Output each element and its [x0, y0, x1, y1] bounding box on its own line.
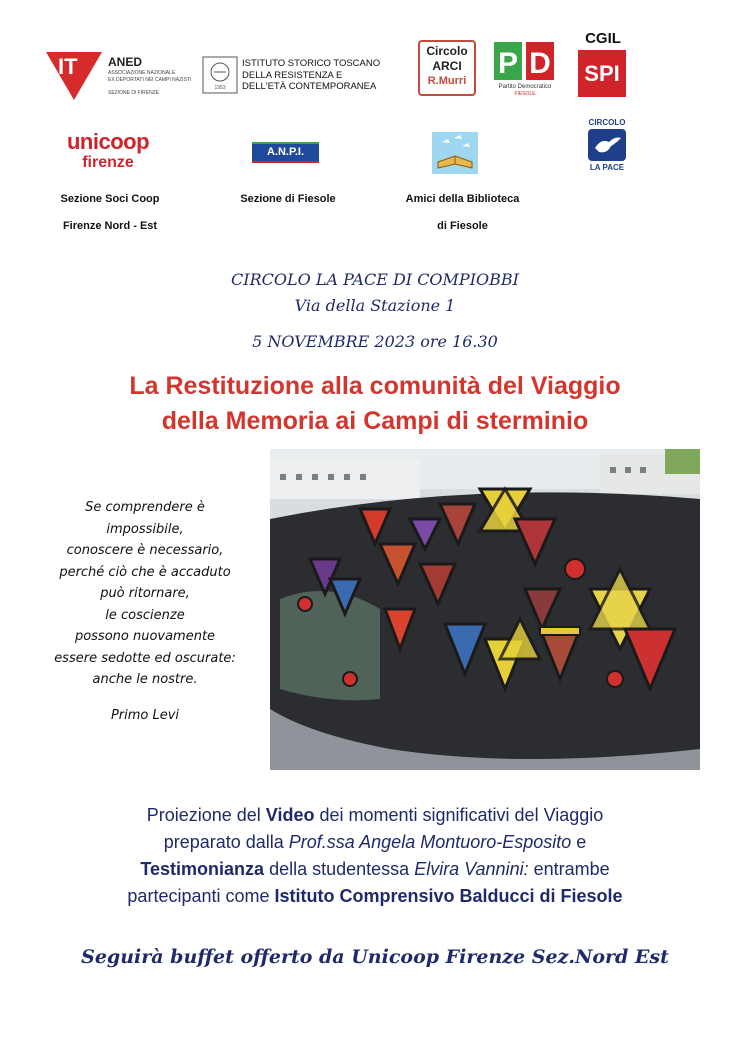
circolo-pace-bottom: LA PACE: [589, 163, 625, 172]
aned-name: ANED: [108, 55, 143, 69]
unicoop-line2: firenze: [82, 154, 134, 171]
istituto-line1: ISTITUTO STORICO TOSCANO: [242, 58, 381, 69]
desc-text: partecipanti come: [127, 886, 275, 906]
anpi-mark: A.N.P.I.: [266, 146, 305, 158]
arci-line2: ARCI: [432, 59, 462, 73]
primo-levi-quote: [40, 497, 250, 726]
desc-professor: Prof.ssa Angela Montuoro-Esposito: [288, 832, 572, 852]
desc-video: Video: [265, 805, 315, 825]
arci-line3: R.Murri: [427, 75, 467, 87]
unicoop-logo: [56, 130, 160, 174]
svg-text:D: D: [529, 47, 551, 80]
desc-text: Proiezione del: [146, 805, 266, 825]
caption-biblioteca-line1: Amici della Biblioteca: [405, 193, 520, 205]
spi-text: SPI: [578, 50, 626, 97]
quote-line: le coscienze: [105, 607, 185, 623]
arci-line1: Circolo: [426, 44, 468, 58]
desc-text: della studentessa: [264, 859, 415, 879]
desc-text: e: [571, 832, 587, 852]
svg-text:1953: 1953: [214, 85, 226, 91]
quote-line: perché ciò che è accaduto: [59, 564, 231, 580]
buffet-note: Seguirà buffet offerto da Unicoop Firenze Sez.Nord Est: [81, 946, 669, 968]
biblioteca-book-icon: [432, 132, 478, 174]
desc-text: preparato dalla: [163, 832, 289, 852]
desc-text: entrambe: [528, 859, 610, 879]
quote-author: Primo Levi: [110, 707, 180, 723]
caption-coop-line1: Sezione Soci Coop: [60, 193, 160, 205]
aned-line1: ASSOCIAZIONE NAZIONALE: [108, 70, 176, 76]
istituto-line2: DELLA RESISTENZA E: [242, 69, 343, 81]
description-line-1: [20, 802, 730, 829]
description-line-4: [20, 883, 730, 910]
circolo-pace-top: CIRCOLO: [588, 118, 626, 127]
title-line2: della Memoria ai Campi di sterminio: [161, 407, 589, 435]
quote-line: può ritornare,: [100, 586, 190, 601]
pd-mark-icon: [492, 40, 558, 82]
svg-text:P: P: [497, 47, 519, 80]
event-date: 5 NOVEMBRE 2023 ore 16.30: [252, 332, 498, 351]
istituto-logo: [202, 56, 392, 96]
dove-icon: [587, 128, 627, 162]
cgil-text: CGIL: [585, 30, 621, 47]
circolo-pace-logo: [584, 118, 630, 176]
quote-line: essere sedotte ed oscurate:: [54, 650, 236, 666]
aned-mark: IT: [58, 54, 78, 79]
arci-logo: [418, 40, 476, 96]
aned-line3: SEZIONE DI FIRENZE: [108, 90, 160, 96]
caption-anpi: Sezione di Fiesole: [240, 193, 336, 205]
description-line-3: [20, 856, 730, 883]
desc-text: dei momenti significativi del Viaggio: [314, 805, 604, 825]
description-line-2: [20, 829, 730, 856]
istituto-line3: DELL'ETÀ CONTEMPORANEA: [242, 81, 377, 92]
venue-address: Via della Stazione 1: [294, 296, 456, 315]
quote-line: conoscere è necessario,: [66, 543, 224, 558]
quote-line: anche le nostre.: [92, 672, 198, 687]
quote-line: possono nuovamente: [74, 629, 216, 644]
cgil-spi-logo: [578, 30, 628, 100]
desc-student: Elvira Vannini:: [414, 859, 529, 879]
aned-logo: [44, 50, 192, 105]
title-line1: La Restituzione alla comunità del Viaggio: [129, 372, 621, 400]
desc-school: Istituto Comprensivo Balducci di Fiesole: [274, 886, 623, 906]
istituto-emblem-icon: [202, 56, 238, 94]
caption-coop-line2: Firenze Nord - Est: [62, 220, 158, 232]
event-description: [20, 802, 730, 910]
unicoop-line1: unicoop: [66, 129, 150, 154]
pd-line1: Partito Democratico: [498, 84, 552, 90]
venue-name: CIRCOLO LA PACE DI COMPIOBBI: [231, 270, 519, 289]
quote-line: Se comprendere è: [85, 500, 205, 515]
anpi-logo: [252, 142, 319, 163]
caption-biblioteca-line2: di Fiesole: [437, 220, 488, 232]
pd-logo: [492, 40, 558, 98]
aned-line2: EX DEPORTATI NEI CAMPI NAZISTI: [108, 77, 192, 83]
quote-line: impossibile,: [106, 521, 184, 537]
pd-line2: FIESOLE: [514, 91, 536, 97]
desc-testimonianza: Testimonianza: [140, 859, 265, 879]
memorial-photo: [270, 449, 700, 770]
